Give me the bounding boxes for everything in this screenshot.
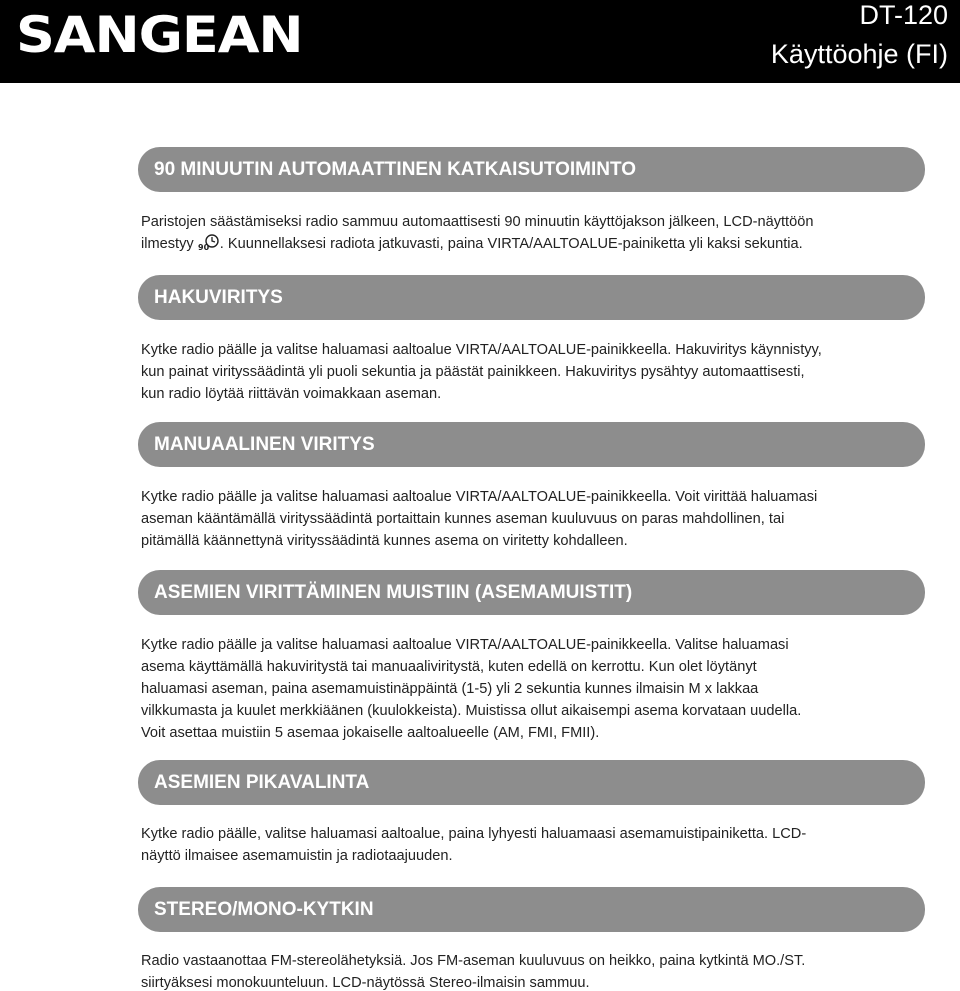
section-heading-preset-recall: ASEMIEN PIKAVALINTA [138,760,925,805]
text-line: Kytke radio päälle ja valitse haluamasi aaltoalue VIRTA/AALTOALUE-painikkeella. Voit virittää haluamasi [141,489,818,505]
text-line: Paristojen säästämiseksi radio sammuu automaattisesti 90 minuutin käyttöjakson jälkeen, LCD-näyttöön [141,214,814,230]
section-text-preset-recall [141,823,871,867]
text-line: aseman kääntämällä virityssäädintä portaittain kunnes aseman kuuluvuus on paras mahdollinen, tai [141,511,785,527]
text-fragment: ilmestyy [141,236,194,252]
text-line: asema käyttämällä hakuviritystä tai manuaaliviritystä, kuten edellä on kerrottu. Kun olet löytänyt [141,659,757,675]
section-text-seek-tuning [141,339,871,405]
text-line: Kytke radio päälle ja valitse haluamasi aaltoalue VIRTA/AALTOALUE-painikkeella. Valitse haluamasi [141,637,789,653]
text-line: haluamasi aseman, paina asemamuistinäppäintä (1-5) yli 2 sekuntia kunnes ilmaisin M x lakkaa [141,681,759,697]
brand-logo: SANGEAN [16,6,303,64]
text-line: kun radio löytää riittävän voimakkaan aseman. [141,386,442,402]
text-line: vilkkumasta ja kuulet merkkiäänen (kuulokkeista). Muistissa ollut aikaisempi asema korvataan uudella. [141,703,802,719]
text-line: kun painat virityssäädintä yli puoli sekuntia ja päästät painikkeen. Hakuviritys pysähtyy automaattisesti, [141,364,805,380]
page-header [0,0,960,83]
text-line: Voit asettaa muistiin 5 asemaa jokaiselle aaltoalueelle (AM, FMI, FMII). [141,725,600,741]
model-title [771,0,948,69]
text-line: Kytke radio päälle ja valitse haluamasi aaltoalue VIRTA/AALTOALUE-painikkeella. Hakuviritys käynnistyy, [141,342,822,358]
text-line: Radio vastaanottaa FM-stereolähetyksiä. Jos FM-aseman kuuluvuus on heikko, paina kytkintä MO./ST. [141,953,806,969]
section-text-stereo-mono [141,950,871,991]
text-fragment: . Kuunnellaksesi radiota jatkuvasti, paina VIRTA/AALTOALUE-painiketta yli kaksi sekuntia. [219,236,803,252]
text-line: siirtyäksesi monokuunteluun. LCD-näytössä Stereo-ilmaisin sammuu. [141,975,590,991]
sleep-timer-90-icon [198,233,220,251]
text-line [141,233,871,255]
text-line: pitämällä käännettynä virityssäädintä kunnes asema on viritetty kohdalleen. [141,533,628,549]
section-heading-seek-tuning: HAKUVIRITYS [138,275,925,320]
section-text-manual-tuning [141,486,871,552]
section-heading-sleep-timer: 90 MINUUTIN AUTOMAATTINEN KATKAISUTOIMINTO [138,147,925,192]
section-heading-manual-tuning: MANUAALINEN VIRITYS [138,422,925,467]
text-line: Kytke radio päälle, valitse haluamasi aaltoalue, paina lyhyesti haluamaasi asemamuistipainiketta. LCD- [141,826,807,842]
section-text-sleep-timer [141,211,871,255]
section-heading-station-presets: ASEMIEN VIRITTÄMINEN MUISTIIN (ASEMAMUISTIT) [138,570,925,615]
section-heading-stereo-mono: STEREO/MONO-KYTKIN [138,887,925,932]
manual-subtitle: Käyttöohje (FI) [770,39,948,69]
model-number: DT-120 [859,0,948,30]
text-line: näyttö ilmaisee asemamuistin ja radiotaajuuden. [141,848,453,864]
svg-text:90: 90 [197,243,209,251]
section-text-station-presets [141,634,871,744]
